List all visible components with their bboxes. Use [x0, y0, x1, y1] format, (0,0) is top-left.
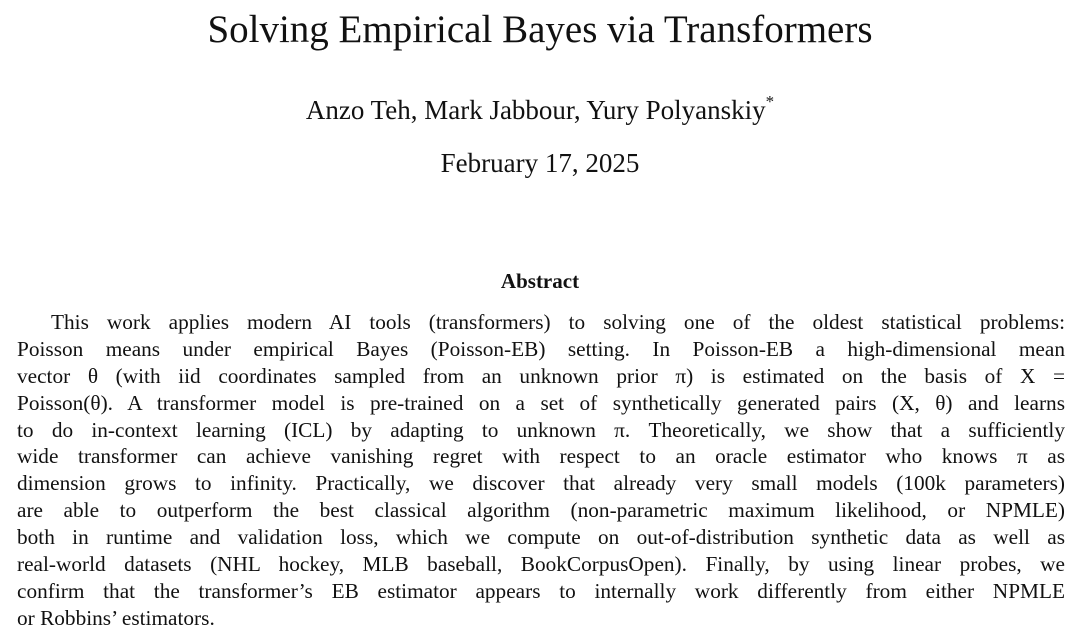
abstract-heading: Abstract	[500, 269, 580, 293]
abstract-line: or Robbins’ estimators.	[17, 605, 215, 630]
publication-date: February 17, 2025	[440, 148, 640, 178]
abstract-body	[17, 309, 1065, 632]
abstract-line: to do in-context learning (ICL) by adapting to unknown π. Theoretically, we show that a sufficiently	[17, 417, 1065, 442]
abstract-line: dimension grows to infinity. Practically, we discover that already very small models (100k parameters)	[17, 471, 1065, 496]
abstract-line: Poisson means under empirical Bayes (Poisson-EB) setting. In Poisson-EB a high-dimensional mean	[17, 336, 1065, 361]
authors-text: Anzo Teh, Mark Jabbour, Yury Polyanskiy	[305, 95, 766, 125]
abstract-line: vector θ (with iid coordinates sampled from an unknown prior π) is estimated on the basis of X =	[17, 363, 1065, 388]
paper-title: Solving Empirical Bayes via Transformers	[207, 8, 873, 51]
author-list	[0, 86, 1080, 128]
abstract-line: Poisson(θ). A transformer model is pre-trained on a set of synthetically generated pairs (X, θ) and learns	[17, 390, 1065, 415]
author-footnote-mark: *	[765, 92, 775, 111]
abstract-line: are able to outperform the best classical algorithm (non-parametric maximum likelihood, or NPMLE)	[17, 498, 1065, 523]
abstract-line: This work applies modern AI tools (transformers) to solving one of the oldest statistical problems:	[51, 310, 1065, 334]
abstract-line: wide transformer can achieve vanishing regret with respect to an oracle estimator who knows π as	[17, 444, 1065, 469]
abstract-line: confirm that the transformer’s EB estimator appears to internally work differently from either NPMLE	[17, 578, 1065, 603]
abstract-line: real-world datasets (NHL hockey, MLB baseball, BookCorpusOpen). Finally, by using linear probes, we	[17, 552, 1065, 577]
abstract-line: both in runtime and validation loss, which we compute on out-of-distribution synthetic data as well as	[17, 525, 1065, 550]
